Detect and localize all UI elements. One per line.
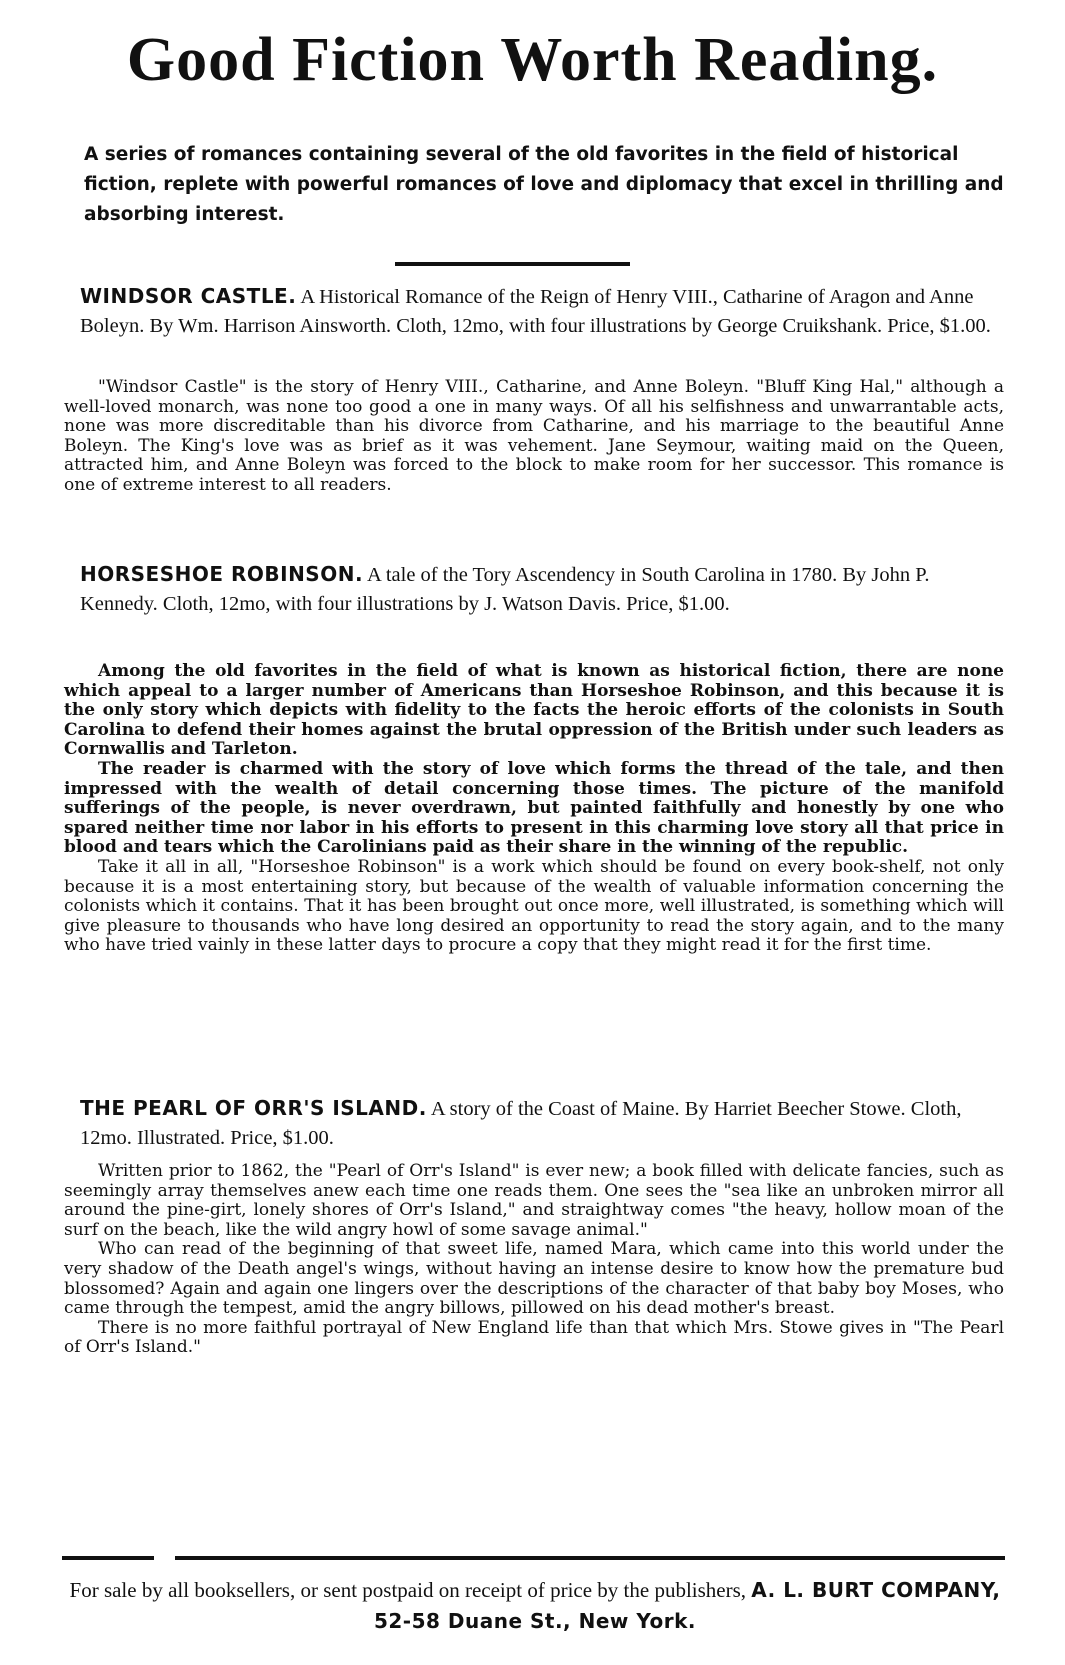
divider-left bbox=[62, 1556, 154, 1560]
book-entry-windsor-castle bbox=[80, 282, 1004, 341]
book-entry-pearl-of-orrs-island bbox=[80, 1094, 1004, 1153]
footer-text: For sale by all booksellers, or sent postpaid on receipt of price by the publishers, bbox=[69, 1578, 747, 1602]
footer-sale-notice bbox=[60, 1575, 1010, 1637]
book-details: A story of the Coast of Maine. By Harriet Beecher Stowe. Cloth, 12mo. Illustrated. Price, $1.00. bbox=[80, 1098, 962, 1149]
book-title: THE PEARL OF ORR'S ISLAND. bbox=[80, 1096, 427, 1120]
footer-publisher: A. L. BURT COMPANY, 52-58 Duane St., New York. bbox=[373, 1578, 1001, 1633]
book-description-horseshoe-robinson bbox=[64, 662, 1004, 956]
intro-paragraph: A series of romances containing several of the old favorites in the field of historical fiction, replete with powerful romances of love and diplomacy that excel in thrilling and absorbing interest. bbox=[84, 144, 1004, 225]
description-paragraph: The reader is charmed with the story of love which forms the thread of the tale, and then impressed with the wealth of detail concerning those times. The picture of the manifold sufferings of the people, is never overdrawn, but painted faithfully and honestly by one who spared neither time nor labor in his efforts to present in this charming love story all that price in blood and tears which the Carolinians paid as their share in the winning of the republic. bbox=[64, 758, 1004, 858]
description-paragraph: "Windsor Castle" is the story of Henry VIII., Catharine, and Anne Boleyn. "Bluff King Hal," although a well-loved monarch, was none too good a one in many ways. Of all his selfishness and unwarrantable acts, none was more discreditable than his divorce from Catharine, and his marriage to the beautiful Anne Boleyn. The King's love was as brief as it was vehement. Jane Seymour, waiting maid on the Queen, attracted him, and Anne Boleyn was forced to the block to make room for her successor. This romance is one of extreme interest to all readers. bbox=[64, 377, 1004, 495]
description-paragraph: Written prior to 1862, the "Pearl of Orr's Island" is ever new; a book filled with delicate fancies, such as seemingly array themselves anew each time one reads them. One sees the "sea like an unbroken mirror all around the pine-girt, lonely shores of Orr's Island," and straightway comes "the heavy, hollow moan of the surf on the beach, like the wild angry howl of some savage animal." bbox=[64, 1161, 1004, 1240]
book-description-pearl-of-orrs-island bbox=[64, 1162, 1004, 1358]
book-title: WINDSOR CASTLE. bbox=[80, 284, 297, 308]
book-title: HORSESHOE ROBINSON. bbox=[80, 562, 364, 586]
description-paragraph: Take it all in all, "Horseshoe Robinson" is a work which should be found on every book-shelf, not only because it is a most entertaining story, but because of the wealth of valuable information concerning the colonists which it contains. That it has been brought out once more, well illustrated, is something which will give pleasure to thousands who have long desired an opportunity to read the story again, and to the many who have tried vainly in these latter days to procure a copy that they might read it for the first time. bbox=[64, 856, 1004, 956]
book-description-windsor-castle bbox=[64, 378, 1004, 496]
divider-short bbox=[395, 262, 630, 266]
description-paragraph: There is no more faithful portrayal of New England life than that which Mrs. Stowe gives in "The Pearl of Orr's Island." bbox=[64, 1317, 1004, 1358]
book-details: A Historical Romance of the Reign of Henry VIII., Catharine of Aragon and Anne Boleyn. By Wm. Harrison Ainsworth. Cloth, 12mo, with four illustrations by George Cruikshank. Price, $1.00. bbox=[80, 286, 991, 337]
description-paragraph: Who can read of the beginning of that sweet life, named Mara, which came into this world under the very shadow of the Death angel's wings, without having an intense desire to know how the premature bud blossomed? Again and again one lingers over the descriptions of the character of that baby boy Moses, who came through the tempest, amid the angry billows, pillowed on his dead mother's breast. bbox=[64, 1239, 1004, 1319]
book-entry-horseshoe-robinson bbox=[80, 560, 1004, 619]
description-paragraph: Among the old favorites in the field of what is known as historical fiction, there are none which appeal to a larger number of Americans than Horseshoe Robinson, and this because it is the only story which depicts with fidelity to the facts the heroic efforts of the colonists in South Carolina to defend their homes against the brutal oppression of the British under such leaders as Cornwallis and Tarleton. bbox=[64, 661, 1004, 760]
book-details: A tale of the Tory Ascendency in South Carolina in 1780. By John P. Kennedy. Cloth, 12mo, with four illustrations by J. Watson Davis. Price, $1.00. bbox=[80, 564, 930, 615]
page-title: Good Fiction Worth Reading. bbox=[126, 26, 939, 94]
divider-right bbox=[175, 1556, 1005, 1560]
